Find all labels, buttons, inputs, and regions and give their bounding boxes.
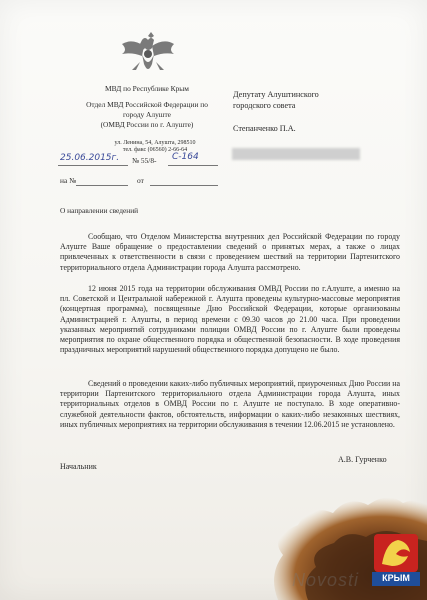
reference-number-label: на № bbox=[60, 176, 77, 185]
outgoing-number-prefix: № 55/8- bbox=[132, 156, 157, 165]
redacted-block bbox=[232, 148, 360, 160]
recipient-line-1: Депутату Алуштинского bbox=[233, 90, 319, 99]
recipient-line-2: городского совета bbox=[233, 101, 296, 110]
handwritten-number: С-164 bbox=[172, 152, 199, 162]
dept-line-1: Отдел МВД Российской Федерации по bbox=[86, 100, 208, 109]
body-paragraph-1: Сообщаю, что Отделом Министерства внутренних дел Российской Федерации по городу Алуште Ваше обращение о предоставлении сведений о принятых мерах, а также о лицах привлеченных к ответственности в связи с проведением шествий на территории Партенитского территориального отдела Администрации города Алушта рассмотрено. bbox=[60, 232, 400, 272]
reference-date-line bbox=[150, 185, 218, 186]
recipient-name: Степанченко П.А. bbox=[233, 124, 296, 133]
signature-name: А.В. Гурченко bbox=[338, 455, 387, 464]
body-paragraph-3: Сведений о проведении каких-либо публичных мероприятий, приуроченных Дню России на территории Партенитского территориального отдела Администрации города Алушта, иных территориальных отделов в ОМВД России по г. Алуште не поступало. В ходе оперативно-служебной деятельности фактов, обстоятельств, информации о каких-либо незаконных шествиях, иных публичных мероприятиях на территории обслуживания в течении 12.06.2015 не установлено. bbox=[60, 379, 400, 429]
handwritten-date: 25.06.2015г. bbox=[60, 153, 120, 163]
number-underline bbox=[168, 165, 218, 166]
date-underline bbox=[58, 165, 128, 166]
sender-address: ул. Ленина, 54, Алушта, 298510 bbox=[114, 140, 196, 146]
sender-phone: тел. факс (06560) 2-66-64 bbox=[122, 147, 188, 153]
reference-number-line bbox=[76, 185, 128, 186]
subject-line: О направлении сведений bbox=[60, 206, 139, 215]
signature-title: Начальник bbox=[60, 462, 97, 471]
body-paragraph-2: 12 июня 2015 года на территории обслуживания ОМВД России по г.Алуште, а именно на пл. Советской и Центральной набережной г. Алушта проведены культурно-массовые мероприятия (концертная программа), посвященные Дню Российской Федерации, которые организованы Администрацией г. Алушты, в период времени с 09.30 часов до 21.00 часа. При проведении указанных мероприятий сотрудниками полиции ОМВД России по г. Алуште были проведены мероприятия по охране общественного порядка и общественной безопасности. В ходе проведения праздничных мероприятий нарушений общественного порядка допущено не было. bbox=[60, 284, 400, 355]
watermark-text: Novosti bbox=[292, 570, 360, 590]
reference-date-label: от bbox=[137, 176, 144, 185]
ministry-name: МВД по Республике Крым bbox=[105, 84, 189, 93]
double-headed-eagle-emblem bbox=[118, 30, 178, 76]
logo-caption: КРЫМ bbox=[382, 573, 410, 583]
dept-line-2: городу Алуште bbox=[123, 110, 171, 119]
dept-line-3: (ОМВД России по г. Алуште) bbox=[100, 120, 194, 129]
